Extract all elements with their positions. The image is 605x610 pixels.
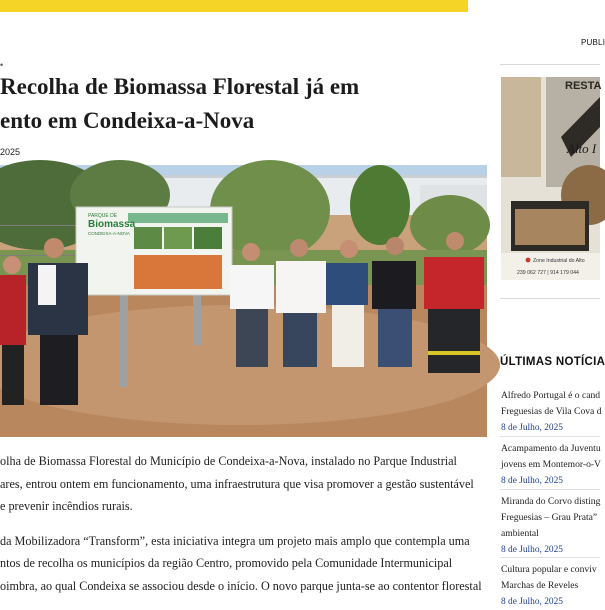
- news-item-date: 8 de Julho, 2025: [501, 476, 563, 486]
- sign-text: Biomassa: [88, 219, 136, 230]
- person-figure: [0, 256, 26, 405]
- news-item-title[interactable]: Freguesias – Grau Prata”: [501, 512, 598, 523]
- news-item[interactable]: [501, 494, 600, 558]
- news-item-title[interactable]: Alfredo Portugal é o cand: [501, 390, 601, 401]
- news-item-title[interactable]: Miranda do Corvo disting: [501, 496, 601, 507]
- news-item-date: 8 de Julho, 2025: [501, 423, 563, 433]
- news-item-title[interactable]: Acampamento da Juventu: [501, 443, 601, 454]
- news-item[interactable]: [501, 441, 600, 489]
- news-item-title[interactable]: ambiental: [501, 528, 539, 539]
- publicity-label: PUBLI: [581, 38, 605, 47]
- photo-illustration: [0, 165, 487, 437]
- latest-news-heading: ÚLTIMAS NOTÍCIA: [500, 356, 605, 368]
- article-paragraph: [0, 450, 480, 518]
- news-item-title[interactable]: Freguesias de Vila Cova d: [501, 406, 602, 417]
- breadcrumb[interactable]: •: [0, 60, 4, 70]
- ad-address: Zone Industrial do Alto: [533, 258, 585, 264]
- sign-text: PARQUE DE: [88, 213, 118, 219]
- news-item-title[interactable]: Marchas de Reveles: [501, 580, 579, 591]
- article-paragraph: [0, 530, 480, 598]
- article-title-line: ento em Condeixa-a-Nova: [0, 108, 255, 133]
- news-divider: [500, 557, 600, 558]
- paragraph-line: oimbra, ao qual Condeixa se associou desde o início. O novo parque junta-se ao contentor florestal: [0, 578, 482, 593]
- article-title: [0, 70, 468, 138]
- news-item[interactable]: [501, 388, 600, 436]
- paragraph-line: da Mobilizadora “Transform”, esta iniciativa integra um projeto mais amplo que contempla uma: [0, 533, 470, 548]
- paragraph-line: olha de Biomassa Florestal do Município de Condeixa-a-Nova, instalado no Parque Industrial: [0, 454, 457, 468]
- top-yellow-banner: [0, 0, 468, 12]
- news-item-title[interactable]: jovens em Montemor-o-V: [501, 459, 601, 470]
- article-title-line: Recolha de Biomassa Florestal já em: [0, 74, 360, 99]
- news-item-date: 8 de Julho, 2025: [501, 597, 563, 607]
- restaurant-advertisement[interactable]: [501, 77, 600, 280]
- news-item-title[interactable]: Cultura popular e conviv: [501, 564, 597, 575]
- paragraph-line: ntos de recolha os municípios da região Centro, promovido pela Comunidade Intermunicipal: [0, 556, 453, 570]
- news-divider: [500, 436, 600, 437]
- news-divider: [500, 489, 600, 490]
- sidebar-divider: [500, 298, 600, 299]
- paragraph-line: ares, entrou ontem em funcionamento, uma infraestrutura que visa promover a gestão sustentável: [0, 476, 474, 491]
- news-item[interactable]: [501, 562, 600, 610]
- paragraph-line: e prevenir incêndios rurais.: [0, 499, 133, 513]
- sign-text: CONDEIXA-A-NOVA: [88, 231, 130, 236]
- news-item-date: 8 de Julho, 2025: [501, 545, 563, 555]
- ad-phone: 239 062 727 | 914 179 044: [517, 270, 579, 276]
- ad-brand-script: Alto I: [567, 141, 597, 156]
- sidebar-divider: [500, 64, 600, 65]
- article-date: 2025: [0, 147, 21, 157]
- article-body: [0, 450, 480, 609]
- ad-brand: RESTA: [565, 80, 602, 92]
- location-pin-icon: [526, 258, 531, 263]
- article-photo[interactable]: [0, 165, 487, 437]
- ad-illustration: [501, 77, 600, 280]
